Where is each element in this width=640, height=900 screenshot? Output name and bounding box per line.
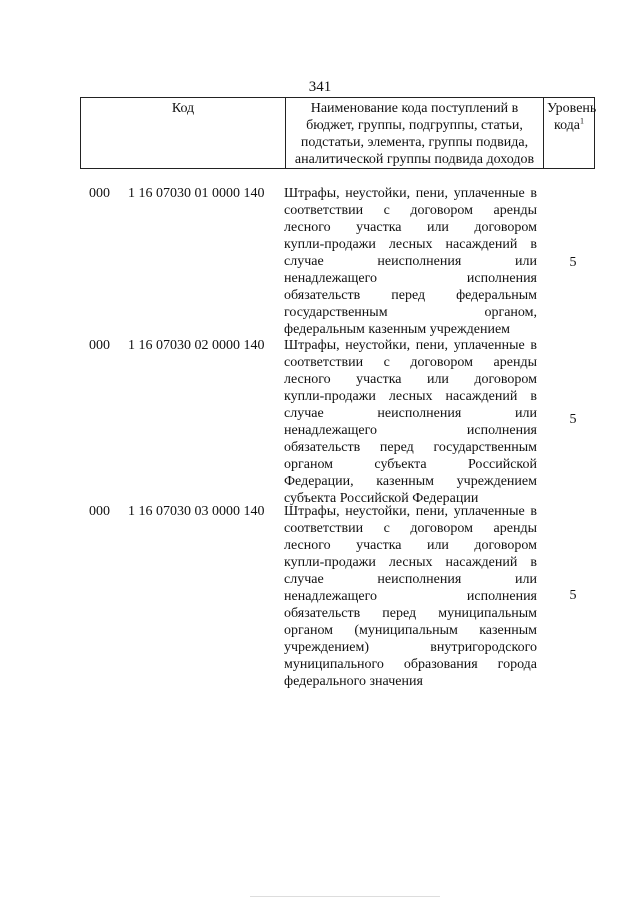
row-name-line: ненадлежащего исполнения — [284, 423, 537, 438]
page-number: 341 — [308, 79, 332, 95]
row-name-line: Штрафы, неустойки, пени, уплаченные в — [284, 504, 537, 519]
row-name-line: ненадлежащего исполнения — [284, 589, 537, 604]
header-name-cell — [286, 98, 544, 169]
row-prefix: 000 — [89, 186, 110, 201]
row-name-line: органом субъекта Российской — [284, 457, 537, 472]
row-name-line: ненадлежащего исполнения — [284, 271, 537, 286]
row-name-line: обязательств перед государственным — [284, 440, 537, 455]
row-code: 1 16 07030 02 0000 140 — [128, 338, 265, 353]
row-name-line: федерального значения — [284, 674, 423, 689]
row-prefix: 000 — [89, 504, 110, 519]
row-name-line: лесного участка или договором — [284, 538, 537, 553]
header-level-line2: кода — [553, 118, 581, 133]
row-name-line: Штрафы, неустойки, пени, уплаченные в — [284, 186, 537, 201]
row-name — [284, 185, 537, 338]
header-code-cell — [81, 98, 286, 169]
header-level-cell — [544, 98, 595, 169]
row-level: 5 — [569, 255, 577, 270]
row-name-line: купли-продажи лесных насаждений в — [284, 237, 537, 252]
row-name — [284, 503, 537, 690]
header-name-line: бюджет, группы, подгруппы, статьи, — [306, 118, 523, 133]
row-name-line: случае неисполнения или — [284, 572, 537, 587]
header-name-line: Наименование кода поступлений в — [310, 101, 519, 116]
row-name-line: купли-продажи лесных насаждений в — [284, 389, 537, 404]
row-name-line: учреждением) внутригородского — [284, 640, 537, 655]
header-code-label: Код — [171, 101, 195, 116]
row-name-line: случае неисполнения или — [284, 254, 537, 269]
footnote-marker: 1 — [580, 116, 585, 126]
row-name-line: муниципального образования города — [284, 657, 537, 672]
row-name-line: лесного участка или договором — [284, 220, 537, 235]
row-name-line: Федерации, казенным учреждением — [284, 474, 537, 489]
row-name-line: случае неисполнения или — [284, 406, 537, 421]
row-code: 1 16 07030 03 0000 140 — [128, 504, 265, 519]
row-name-line: субъекта Российской Федерации — [284, 491, 479, 506]
table-header — [80, 97, 595, 169]
row-name-line: государственным органом, — [284, 305, 537, 320]
row-name-line: соответствии с договором аренды — [284, 355, 537, 370]
scan-edge-divider — [250, 896, 440, 897]
header-name-line: подстатьи, элемента, группы подвида, — [300, 135, 529, 150]
row-level: 5 — [569, 412, 577, 427]
row-name-line: соответствии с договором аренды — [284, 521, 537, 536]
header-level-line1: Уровень — [547, 101, 597, 116]
row-name-line: соответствии с договором аренды — [284, 203, 537, 218]
row-name-line: купли-продажи лесных насаждений в — [284, 555, 537, 570]
row-name-line: органом (муниципальным казенным — [284, 623, 537, 638]
row-code: 1 16 07030 01 0000 140 — [128, 186, 265, 201]
row-name-line: обязательств перед федеральным — [284, 288, 537, 303]
row-name-line: лесного участка или договором — [284, 372, 537, 387]
header-name-line: аналитической группы подвида доходов — [294, 152, 535, 167]
row-name-line: федеральным казенным учреждением — [284, 322, 511, 337]
row-name — [284, 337, 537, 507]
header-level-line2-wrap — [547, 117, 591, 134]
row-name-line: обязательств перед муниципальным — [284, 606, 537, 621]
row-name-line: Штрафы, неустойки, пени, уплаченные в — [284, 338, 537, 353]
row-prefix: 000 — [89, 338, 110, 353]
row-level: 5 — [569, 588, 577, 603]
